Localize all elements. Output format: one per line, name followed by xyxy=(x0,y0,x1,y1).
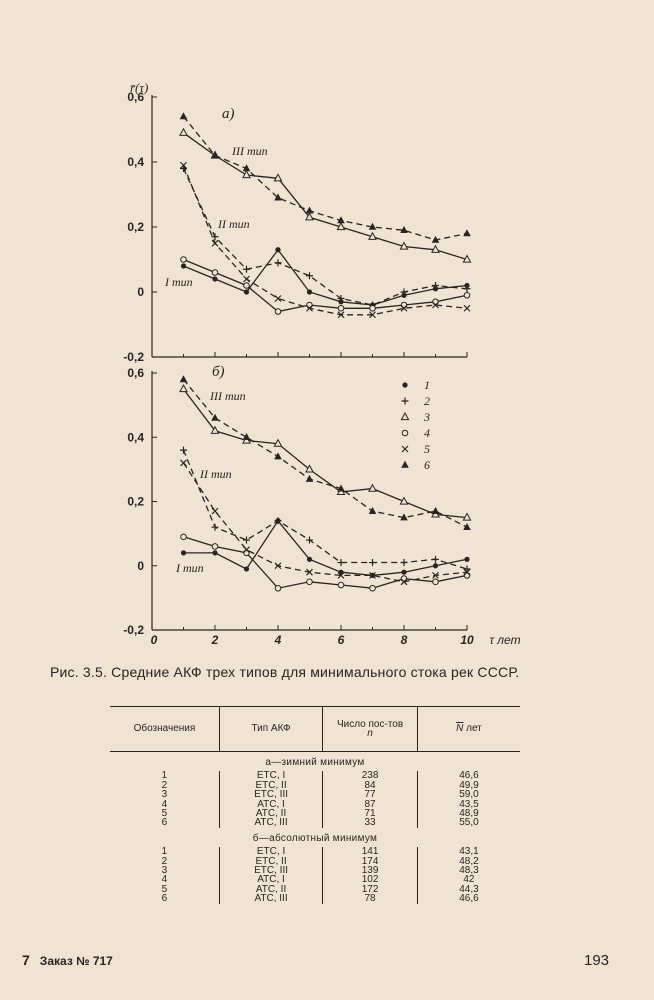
table-section-title: б—абсолютный минимум xyxy=(252,832,378,844)
type-label: I тип xyxy=(176,561,204,575)
x-axis-label: τ лет xyxy=(489,633,521,647)
data-point xyxy=(180,447,187,454)
data-point xyxy=(402,446,408,452)
data-point xyxy=(370,305,376,311)
data-point xyxy=(181,534,187,540)
data-point xyxy=(402,398,409,405)
data-point xyxy=(370,585,376,591)
table-cell: 5 xyxy=(161,883,168,895)
table-cell: 71 xyxy=(323,809,418,818)
table-cell: 172 xyxy=(323,885,418,894)
acf-table xyxy=(110,706,520,904)
table-cell: 238 xyxy=(323,771,418,780)
data-point xyxy=(433,579,439,585)
data-point xyxy=(275,585,281,591)
type-label: II тип xyxy=(200,467,232,481)
header-designation: Обозначения xyxy=(110,707,219,752)
table-cell: 48,3 xyxy=(417,866,520,875)
y-tick-label: 0,2 xyxy=(127,494,144,509)
data-point xyxy=(244,276,250,282)
data-point xyxy=(369,507,377,514)
legend-label: 2 xyxy=(424,394,430,408)
table-section-row xyxy=(110,752,520,772)
table-cell: 102 xyxy=(323,875,418,884)
data-point xyxy=(275,309,281,315)
y-tick-label: -0,2 xyxy=(123,623,144,637)
data-point xyxy=(274,452,282,459)
x-tick-label: 6 xyxy=(337,633,345,647)
legend-label: 5 xyxy=(424,442,430,456)
data-point xyxy=(212,524,219,531)
data-point xyxy=(338,582,344,588)
data-point xyxy=(181,460,187,466)
data-point xyxy=(432,556,439,563)
data-point xyxy=(244,566,249,571)
data-point xyxy=(401,570,406,575)
table-row xyxy=(110,818,520,827)
table-cell: ЕТС, III xyxy=(219,866,322,875)
figure-caption: Рис. 3.5. Средние АКФ трех типов для минимального стока рек СССР. xyxy=(50,664,520,680)
table-header-row xyxy=(110,707,520,752)
table-cell: 77 xyxy=(323,790,418,799)
type-label: III тип xyxy=(210,389,246,403)
table-cell: 43,5 xyxy=(417,800,520,809)
data-point xyxy=(338,559,345,566)
table-row xyxy=(110,894,520,903)
table-cell: 2 xyxy=(161,779,168,791)
y-tick-label: 0,4 xyxy=(127,155,144,169)
data-point xyxy=(212,550,217,555)
data-point xyxy=(306,465,313,472)
table-cell: АТС, III xyxy=(219,818,322,827)
series-line-4 xyxy=(184,260,468,312)
data-point xyxy=(401,559,408,566)
y-tick-label: 0 xyxy=(137,558,144,573)
y-axis-label: r̄(τ) xyxy=(130,80,149,95)
type-label: II тип xyxy=(218,217,250,231)
table-cell: 44,3 xyxy=(417,885,520,894)
data-point xyxy=(180,385,187,392)
data-point xyxy=(401,413,408,420)
table-cell: 141 xyxy=(323,847,418,856)
legend-label: 4 xyxy=(424,426,430,440)
panel-label-b: б) xyxy=(212,364,225,380)
data-point xyxy=(307,579,313,585)
table-cell: 43,1 xyxy=(417,847,520,856)
table-cell: 2 xyxy=(161,855,168,867)
table-cell: 3 xyxy=(161,865,168,877)
table-cell: 42 xyxy=(417,875,520,884)
data-point xyxy=(180,112,188,119)
x-tick-label: 4 xyxy=(274,633,282,647)
table-cell: АТС, I xyxy=(219,875,322,884)
data-point xyxy=(307,557,312,562)
table-cell: АТС, II xyxy=(219,885,322,894)
x-tick-label: 10 xyxy=(460,633,474,647)
data-point xyxy=(432,507,440,514)
data-point xyxy=(369,559,376,566)
table-cell: 6 xyxy=(161,817,168,829)
data-point xyxy=(243,171,250,178)
table-cell: 46,6 xyxy=(417,771,520,780)
legend-label: 3 xyxy=(424,410,430,424)
data-point xyxy=(212,233,219,240)
table-cell: 78 xyxy=(323,894,418,903)
y-tick-label: -0,2 xyxy=(123,350,144,364)
table-cell: ЕТС, I xyxy=(219,847,322,856)
data-point xyxy=(275,259,282,266)
panel-label-a: а) xyxy=(222,106,235,122)
header-type: Тип АКФ xyxy=(219,707,322,752)
table-cell: 139 xyxy=(323,866,418,875)
table-cell: АТС, III xyxy=(219,894,322,903)
table-cell: ЕТС, III xyxy=(219,790,322,799)
data-point xyxy=(212,276,217,281)
data-point xyxy=(181,257,187,263)
series-line-2 xyxy=(184,169,468,306)
data-point xyxy=(275,247,280,252)
data-point xyxy=(306,207,314,214)
footer-signature: 7 xyxy=(22,952,30,968)
table-cell: 1 xyxy=(161,770,168,782)
legend-label: 1 xyxy=(424,378,430,392)
table-row xyxy=(110,866,520,875)
y-tick-label: 0,6 xyxy=(127,90,144,104)
table-cell: 48,9 xyxy=(417,809,520,818)
data-point xyxy=(307,289,312,294)
data-point xyxy=(463,229,471,236)
table-cell: 55,0 xyxy=(417,818,520,827)
series-line-3 xyxy=(184,133,468,260)
series-line-5 xyxy=(184,165,468,314)
data-point xyxy=(180,375,188,382)
data-point xyxy=(338,305,344,311)
table-cell: 87 xyxy=(323,800,418,809)
table-section-title: а—зимний минимум xyxy=(265,757,365,768)
data-point xyxy=(402,382,407,387)
data-point xyxy=(212,270,218,276)
table-cell: 5 xyxy=(161,808,168,820)
table-cell: ЕТС, II xyxy=(219,781,322,790)
footer-order: Заказ № 717 xyxy=(39,954,113,968)
table-cell: 174 xyxy=(323,857,418,866)
data-point xyxy=(244,283,250,289)
data-point xyxy=(243,266,250,273)
table-cell: 84 xyxy=(323,781,418,790)
data-point xyxy=(180,129,187,136)
table-cell: ЕТС, II xyxy=(219,857,322,866)
x-tick-label: 2 xyxy=(211,633,219,647)
data-point xyxy=(212,240,218,246)
table-cell: 6 xyxy=(161,893,168,905)
table-section-row xyxy=(110,828,520,847)
type-label: III тип xyxy=(232,144,268,158)
table-cell: 49,9 xyxy=(417,781,520,790)
y-tick-label: 0 xyxy=(137,285,144,299)
table-cell: АТС, I xyxy=(219,800,322,809)
page-number: 193 xyxy=(584,952,610,969)
legend-label: 6 xyxy=(424,458,430,472)
table-cell: 3 xyxy=(161,789,168,801)
data-point xyxy=(464,305,470,311)
y-tick-label: 0,2 xyxy=(127,220,144,234)
data-point xyxy=(244,289,249,294)
data-point xyxy=(433,563,438,568)
data-point xyxy=(402,430,408,436)
footer-left xyxy=(22,952,113,968)
data-point xyxy=(243,537,250,544)
table-body xyxy=(110,752,520,904)
x-tick-label: 8 xyxy=(400,633,408,647)
table-cell: 59,0 xyxy=(417,790,520,799)
series-line-4 xyxy=(184,537,468,588)
table-cell: 1 xyxy=(161,846,168,858)
data-point xyxy=(369,485,376,492)
y-tick-label: 0,6 xyxy=(127,366,144,380)
data-point xyxy=(464,557,469,562)
table-cell: АТС, II xyxy=(219,809,322,818)
table-cell: 46,6 xyxy=(417,894,520,903)
table-cell: 4 xyxy=(161,874,168,886)
table-cell: 4 xyxy=(161,798,168,810)
header-count: Число пос-тов n xyxy=(323,707,418,752)
y-tick-label: 0,4 xyxy=(127,430,144,445)
data-point xyxy=(464,292,470,298)
data-point xyxy=(401,461,409,468)
table-cell: ЕТС, I xyxy=(219,771,322,780)
type-label: I тип xyxy=(165,275,193,289)
header-years: $\overline{N}$ лет xyxy=(417,707,520,752)
data-point xyxy=(181,263,186,268)
table-cell: 48,2 xyxy=(417,857,520,866)
data-point xyxy=(211,151,219,158)
table-cell: 33 xyxy=(323,818,418,827)
data-point xyxy=(212,508,218,514)
data-point xyxy=(212,544,218,550)
data-point xyxy=(181,550,186,555)
x-tick-label: 0 xyxy=(150,633,158,647)
data-point xyxy=(306,475,314,482)
data-point xyxy=(243,433,251,440)
